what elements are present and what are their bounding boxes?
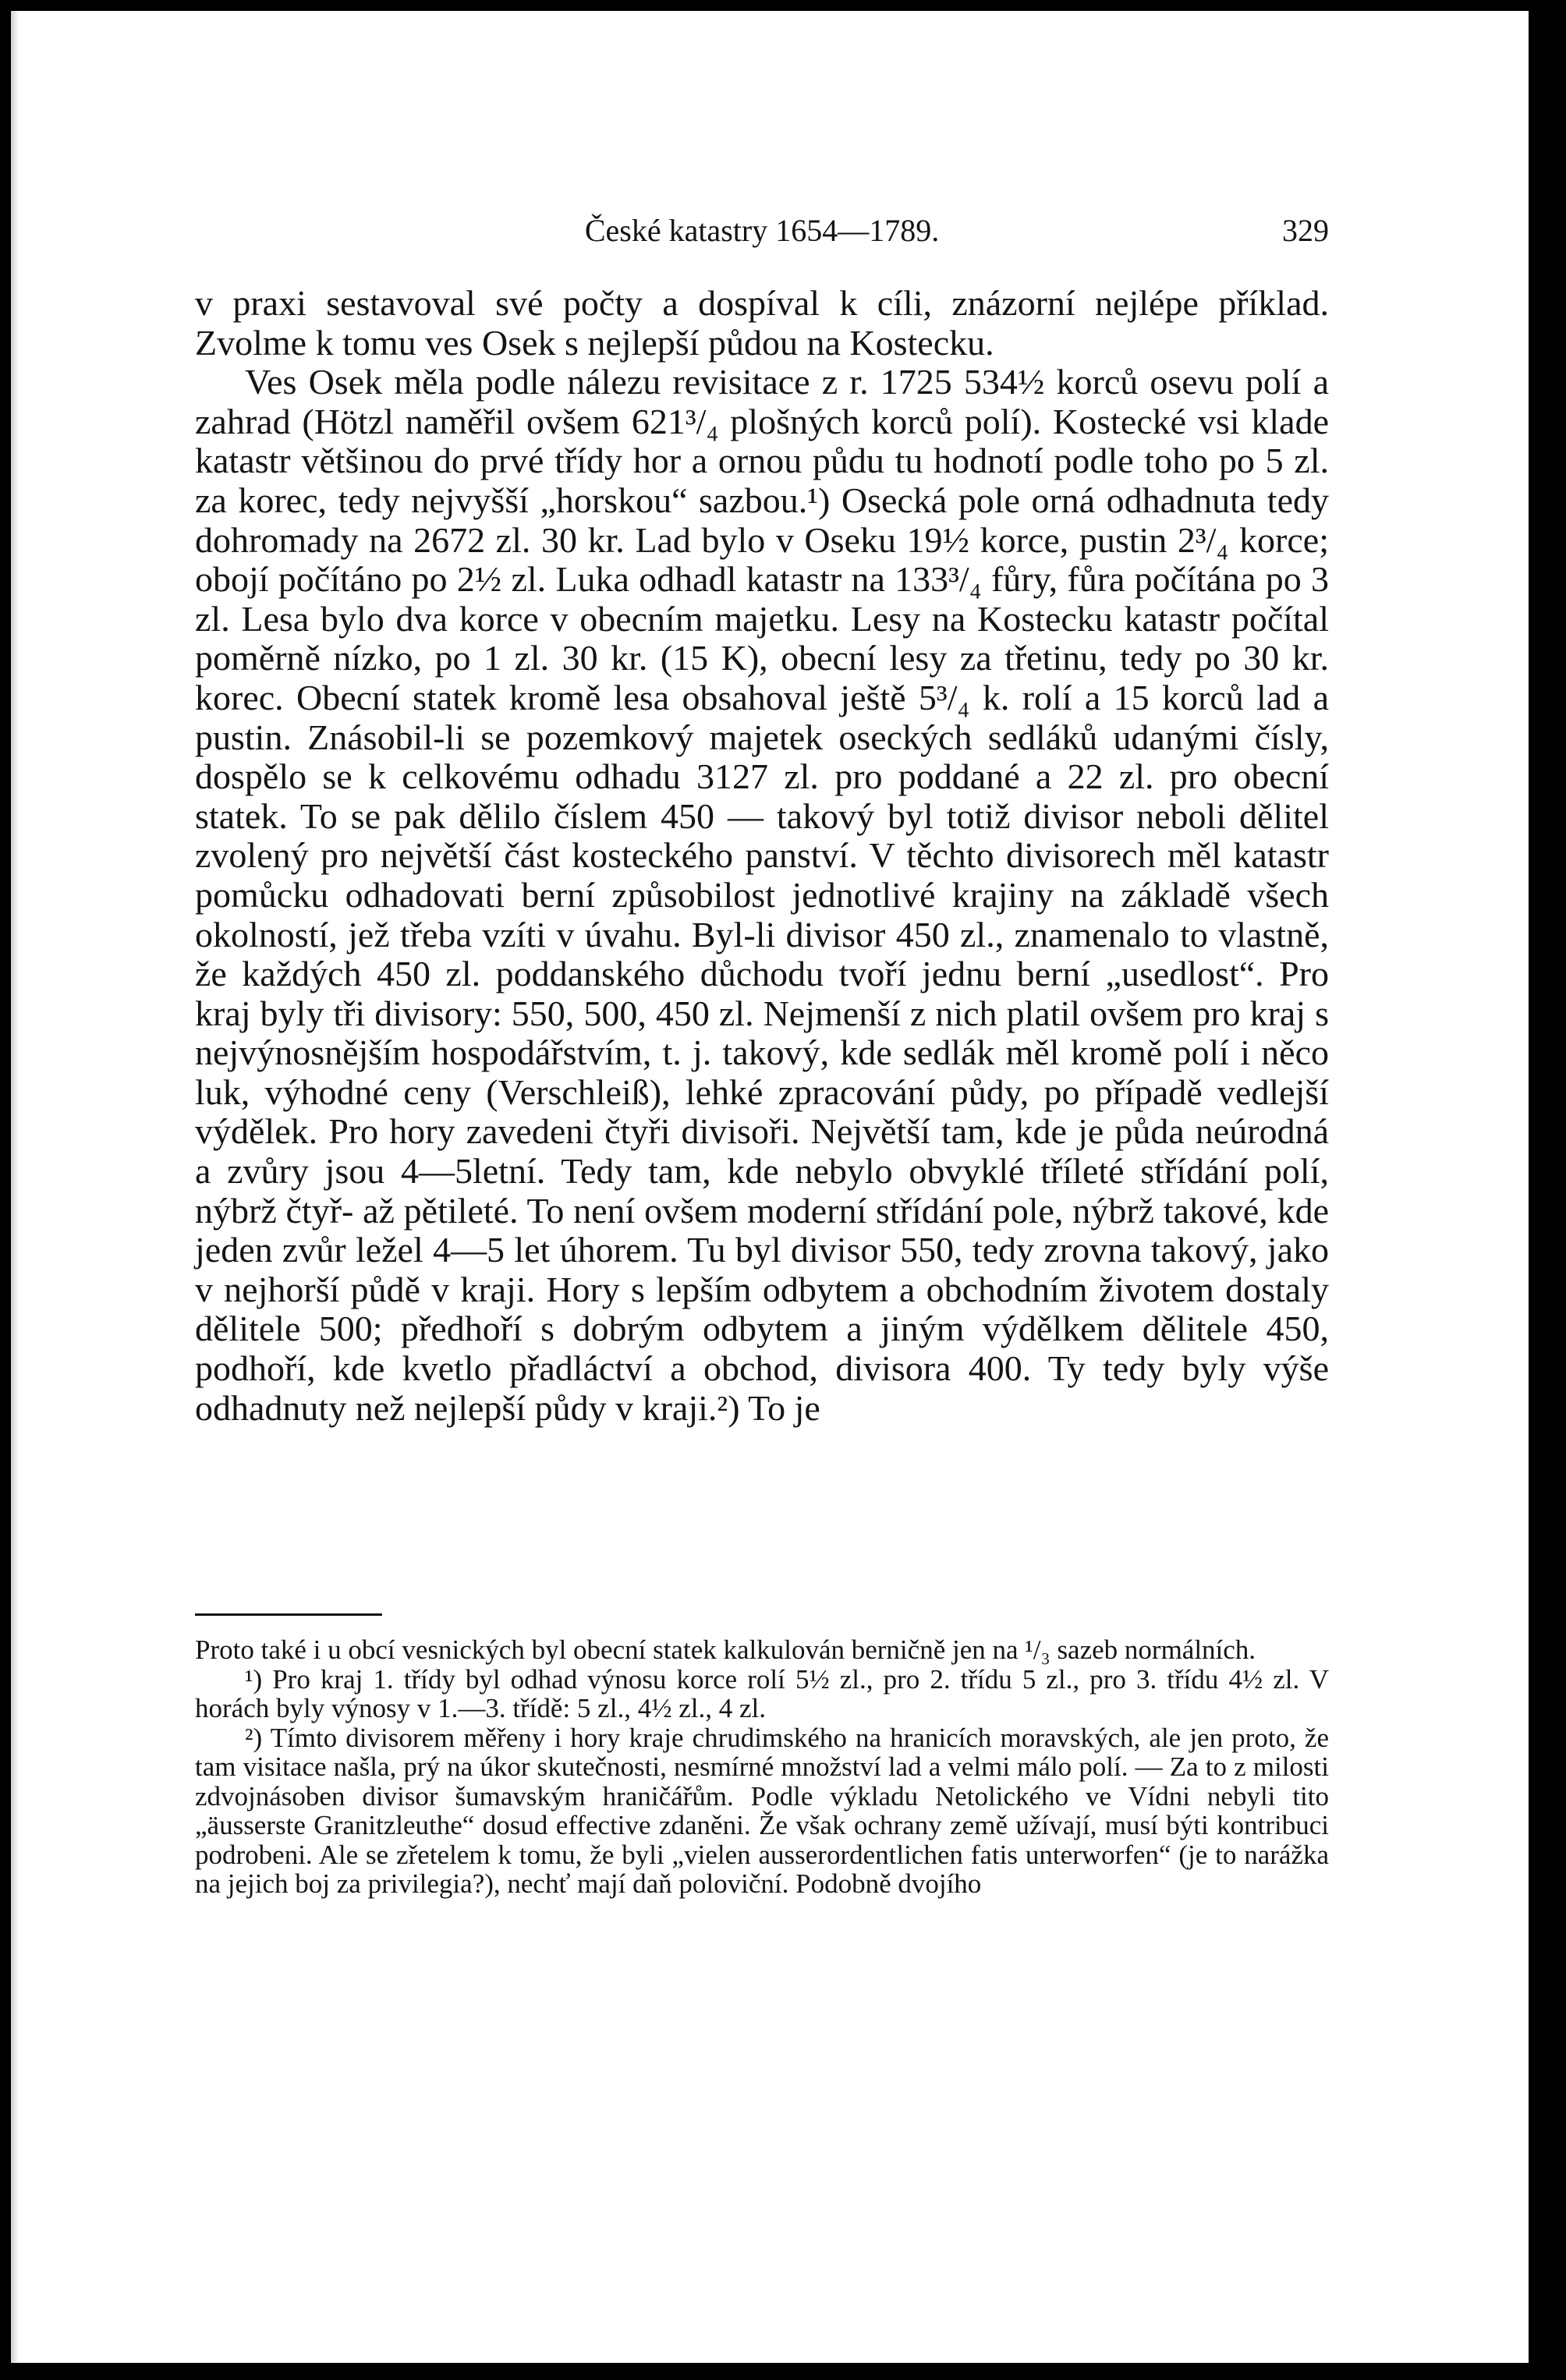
- footnote-2: ²) Tímto divisorem měřeny i hory kraje chrudimského na hranicích moravských, ale jen proto, že tam visitace našla, prý na úkor skutečnosti, nesmírné množství lad a velmi málo polí. — Za to z milosti zdvojnásoben divisor šumavským hraničářům. Podle výkladu Netolického ve Vídni nebyli tito „äusserste Granitzleuthe“ dosud effective zdaněni. Že však ochrany země užívají, musí býti kontribuci podrobeni. Ale se zřetelem k tomu, že byli „vielen ausserordentlichen fatis unterworfen“ (je to narážka na jejich boj za privilegia?), nechť mají daň poloviční. Podobně dvojího: [195, 1722, 1329, 1899]
- footnote-rule: [195, 1613, 382, 1616]
- page-number: 329: [1282, 213, 1329, 248]
- running-title: České katastry 1654—1789.: [584, 213, 940, 248]
- main-text: [195, 284, 1329, 1428]
- book-page: [11, 11, 1529, 2363]
- running-header: [195, 212, 1329, 251]
- footnote-continuation: Proto také i u obcí vesnických byl obecní statek kalkulován berničně jen na ¹/₃ sazeb normálních.: [195, 1634, 1256, 1665]
- page-binding-edge: [11, 11, 19, 2363]
- footnote-1: ¹) Pro kraj 1. třídy byl odhad výnosu korce rolí 5½ zl., pro 2. třídu 5 zl., pro 3. třídu 4½ zl. V horách byly výnosy v 1.—3. třídě: 5 zl., 4½ zl., 4 zl.: [195, 1663, 1329, 1723]
- paragraph-opening: v praxi sestavoval své počty a dospíval k cíli, znázorní nejlépe příklad. Zvolme k tomu ves Osek s nejlepší půdou na Kostecku.: [195, 283, 1329, 363]
- paragraph-osek-example: Ves Osek měla podle nálezu revisitace z r. 1725 534½ korců osevu polí a zahrad (Hötzl naměřil ovšem 621³/₄ plošných korců polí). Kostecké vsi klade katastr většinou do prvé třídy hor a ornou půdu tu hodnotí podle toho po 5 zl. za korec, tedy nejvyšší „horskou“ sazbou.¹) Osecká pole orná odhadnuta tedy dohromady na 2672 zl. 30 kr. Lad bylo v Oseku 19½ korce, pustin 2³/₄ korce; obojí počítáno po 2½ zl. Luka odhadl katastr na 133³/₄ fůry, fůra počítána po 3 zl. Lesa bylo dva korce v obecním majetku. Lesy na Kostecku katastr počítal poměrně nízko, po 1 zl. 30 kr. (15 K), obecní lesy za třetinu, tedy po 30 kr. korec. Obecní statek kromě lesa obsahoval ještě 5³/₄ k. rolí a 15 korců lad a pustin. Znásobil-li se pozemkový majetek oseckých sedláků udanými čísly, dospělo se k celkovému odhadu 3127 zl. pro poddané a 22 zl. pro obecní statek. To se pak dělilo číslem 450 — takový byl totiž divisor neboli dělitel zvolený pro největší část kosteckého panství. V těchto divisorech měl katastr pomůcku odhadovati berní způsobilost jednotlivé krajiny na základě všech okolností, jež třeba vzíti v úvahu. Byl-li divisor 450 zl., znamenalo to vlastně, že každých 450 zl. poddanského důchodu tvoří jednu berní „usedlost“. Pro kraj byly tři divisory: 550, 500, 450 zl. Nejmenší z nich platil ovšem pro kraj s nejvýnosnějším hospodářstvím, t. j. takový, kde sedlák měl kromě polí i něco luk, výhodné ceny (Verschleiß), lehké zpracování půdy, po případě vedlejší výdělek. Pro hory zavedeni čtyři divisoři. Největší tam, kde je půda neúrodná a zvůry jsou 4—5letní. Tedy tam, kde nebylo obvyklé tříleté střídání polí, nýbrž čtyř- až pětileté. To není ovšem moderní střídání pole, nýbrž takové, kde jeden zvůr ležel 4—5 let úhorem. Tu byl divisor 550, tedy zrovna takový, jako v nejhorší půdě v kraji. Hory s lepším odbytem a obchodním životem dostaly dělitele 500; předhoří s dobrým odbytem a jiným výdělkem dělitele 450, podhoří, kde kvetlo přadláctví a obchod, divisora 400. Ty tedy byly výše odhadnuty než nejlepší půdy v kraji.²) To je: [195, 362, 1329, 1428]
- footnotes: [195, 1635, 1329, 1899]
